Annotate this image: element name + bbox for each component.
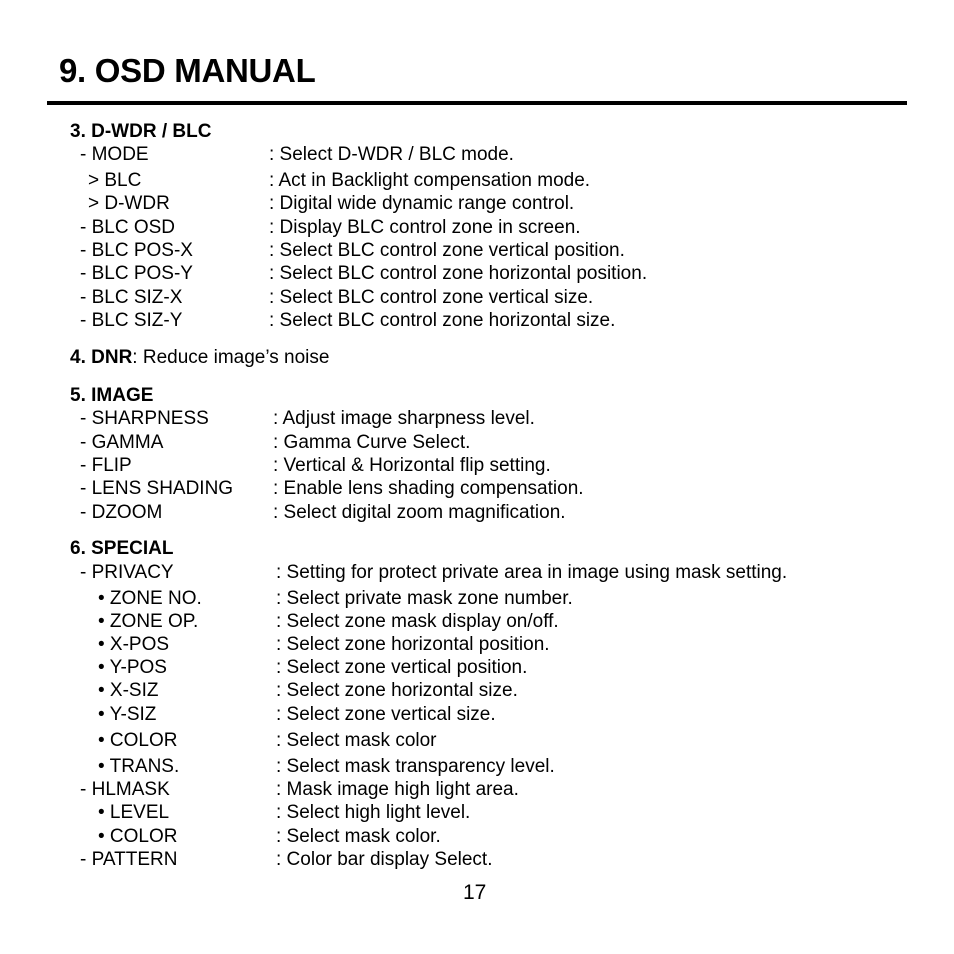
page-number: 17 [463, 881, 487, 904]
item-label: • Y-POS [98, 657, 167, 678]
item-desc: : Select BLC control zone horizontal position. [269, 263, 648, 284]
item-desc: : Vertical & Horizontal flip setting. [273, 455, 551, 476]
item-label: • LEVEL [98, 802, 170, 823]
item-desc: : Enable lens shading compensation. [273, 478, 584, 499]
item-label: • X-SIZ [98, 680, 159, 701]
item-desc: : Display BLC control zone in screen. [269, 217, 581, 238]
section-dnr [70, 347, 329, 369]
item-desc: : Select mask color. [276, 826, 441, 847]
item-label: - FLIP [80, 455, 132, 476]
item-label: - LENS SHADING [80, 478, 234, 499]
item-desc: : Adjust image sharpness level. [273, 408, 535, 429]
item-desc: : Select private mask zone number. [276, 588, 573, 609]
item-label: • Y-SIZ [98, 704, 157, 725]
dnr-desc: : Reduce image’s noise [132, 347, 330, 368]
item-label: • ZONE NO. [98, 588, 202, 609]
item-desc: : Select digital zoom magnification. [273, 502, 566, 523]
section-heading-special: 6. SPECIAL [70, 538, 174, 559]
item-desc: : Mask image high light area. [276, 779, 519, 800]
item-desc: : Select BLC control zone horizontal size. [269, 310, 616, 331]
item-desc: : Select zone horizontal size. [276, 680, 518, 701]
item-label: - DZOOM [80, 502, 163, 523]
item-label: - PATTERN [80, 849, 178, 870]
item-label: - BLC POS-X [80, 240, 193, 261]
item-label: • COLOR [98, 730, 178, 751]
item-label: - BLC SIZ-Y [80, 310, 183, 331]
item-desc: : Select mask transparency level. [276, 756, 555, 777]
item-label: • COLOR [98, 826, 178, 847]
section-heading-dnr: 4. DNR [70, 347, 133, 368]
item-desc: : Color bar display Select. [276, 849, 493, 870]
item-desc: : Select mask color [276, 730, 437, 751]
item-desc: : Select zone horizontal position. [276, 634, 550, 655]
item-desc: : Select zone mask display on/off. [276, 611, 559, 632]
item-label: > BLC [88, 170, 142, 191]
item-desc: : Select high light level. [276, 802, 471, 823]
item-label: - MODE [80, 144, 149, 165]
title-divider [47, 101, 907, 105]
item-label: • ZONE OP. [98, 611, 199, 632]
item-label: - BLC SIZ-X [80, 287, 183, 308]
item-desc: : Select BLC control zone vertical position. [269, 240, 625, 261]
item-label: - PRIVACY [80, 562, 174, 583]
item-label: • TRANS. [98, 756, 180, 777]
item-desc: : Select zone vertical size. [276, 704, 496, 725]
item-desc: : Select D-WDR / BLC mode. [269, 144, 514, 165]
item-label: - SHARPNESS [80, 408, 209, 429]
item-label: - HLMASK [80, 779, 170, 800]
item-desc: : Digital wide dynamic range control. [269, 193, 575, 214]
section-heading-dwdr: 3. D-WDR / BLC [70, 121, 212, 142]
item-desc: : Act in Backlight compensation mode. [269, 170, 591, 191]
item-desc: : Setting for protect private area in image using mask setting. [276, 562, 788, 583]
page-title: 9. OSD MANUAL [59, 52, 316, 89]
item-label: > D-WDR [88, 193, 170, 214]
item-label: • X-POS [98, 634, 170, 655]
item-label: - GAMMA [80, 432, 164, 453]
item-desc: : Select zone vertical position. [276, 657, 528, 678]
item-desc: : Gamma Curve Select. [273, 432, 471, 453]
section-heading-image: 5. IMAGE [70, 385, 154, 406]
item-desc: : Select BLC control zone vertical size. [269, 287, 594, 308]
item-label: - BLC OSD [80, 217, 176, 238]
item-label: - BLC POS-Y [80, 263, 193, 284]
